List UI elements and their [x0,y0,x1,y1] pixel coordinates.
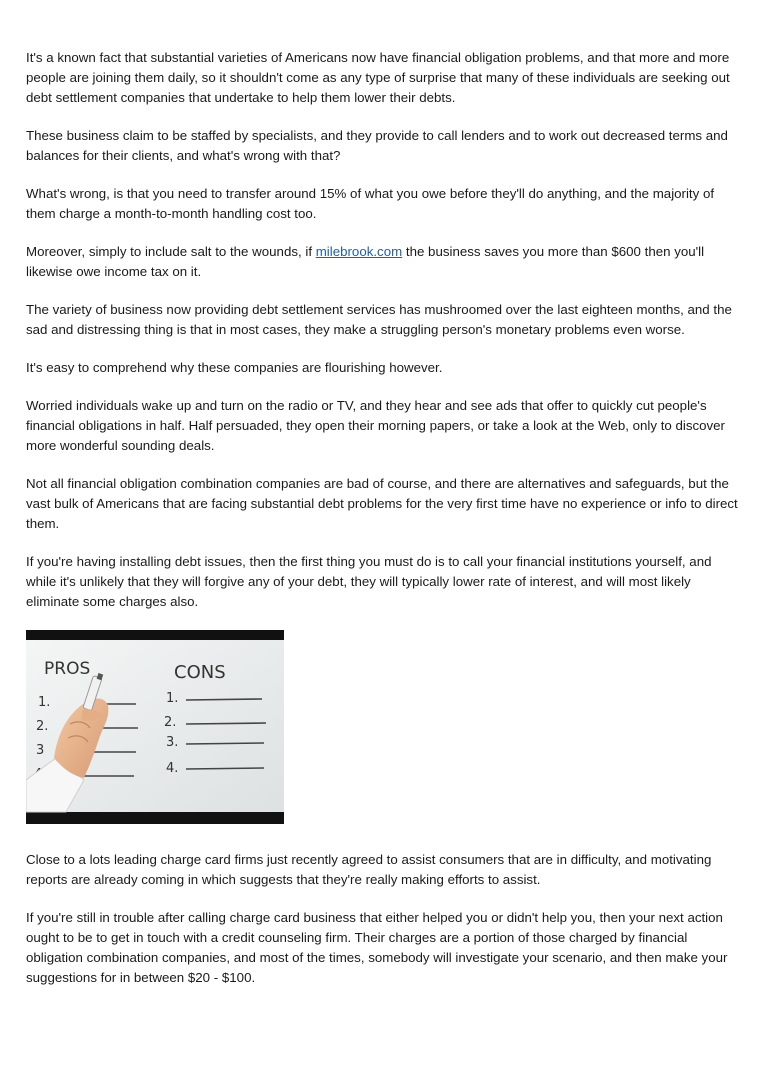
cons-line-1 [186,699,262,700]
paragraph-9: If you're having installing debt issues, then the first thing you must do is to call your financial institutions yourself, and while it's unlikely that they will forgive any of your debt, they will typically lower rate of interest, and will most likely eliminate some charges also. [26,554,712,609]
paragraph-8: Not all financial obligation combination companies are bad of course, and there are alternatives and safeguards, but the vast bulk of Americans that are facing substantial debt problems for the very first time have no experience or info to direct them. [26,476,738,531]
pros-cons-image [26,630,284,824]
cons-number-2: 2. [164,715,177,730]
pros-cons-illustration [26,630,284,824]
document-body [26,48,744,1006]
paragraph-7: Worried individuals wake up and turn on the radio or TV, and they hear and see ads that offer to quickly cut people's financial obligations in half. Half persuaded, they open their morning papers, or take a look at the Web, only to discover more wonderful sounding deals. [26,398,725,453]
paragraph-1: It's a known fact that substantial varieties of Americans now have financial obligation problems, and that more and more people are joining them daily, so it shouldn't come as any type of surprise that many of these individuals are seeking out debt settlement companies that undertake to help them lower their debts. [26,50,730,105]
pros-number-1: 1. [38,695,51,710]
paragraph-2: These business claim to be staffed by specialists, and they provide to call lenders and to work out decreased terms and balances for their clients, and what's wrong with that? [26,128,728,163]
cons-line-2 [186,723,266,724]
cons-number-4: 4. [166,761,179,776]
cons-line-3 [186,743,264,744]
pros-number-3: 3 [36,743,45,758]
paragraph-4 [26,242,744,282]
paragraph-10: Close to a lots leading charge card firms just recently agreed to assist consumers that are in difficulty, and motivating reports are already coming in which suggests that they're really making efforts to assist. [26,852,712,887]
paragraph-4-text-before: Moreover, simply to include salt to the wounds, if [26,244,316,259]
paragraph-4-text-after: the business saves you more than $600 then you'll likewise owe income tax on it. [26,244,705,279]
milebrook-link[interactable]: milebrook.com [315,244,403,259]
cons-line-4 [186,768,264,769]
paragraph-6: It's easy to comprehend why these companies are flourishing however. [26,360,443,375]
paragraph-5: The variety of business now providing debt settlement services has mushroomed over the last eighteen months, and the sad and distressing thing is that in most cases, they make a struggling person's monetary problems even worse. [26,302,732,337]
pros-number-2: 2. [36,719,49,734]
cons-number-3: 3. [166,735,179,750]
cons-label: CONS [174,662,226,683]
cons-number-1: 1. [166,691,179,706]
pros-label: PROS [44,659,91,679]
paragraph-3: What's wrong, is that you need to transfer around 15% of what you owe before they'll do anything, and the majority of them charge a month-to-month handling cost too. [26,186,715,221]
paragraph-11: If you're still in trouble after calling charge card business that either helped you or didn't help you, then your next action ought to be to get in touch with a credit counseling firm. Their charges are a portion of those charged by financial obligation combination companies, and most of the times, somebody will investigate your scenario, and then make your suggestions for in between $20 - $100. [26,910,728,985]
